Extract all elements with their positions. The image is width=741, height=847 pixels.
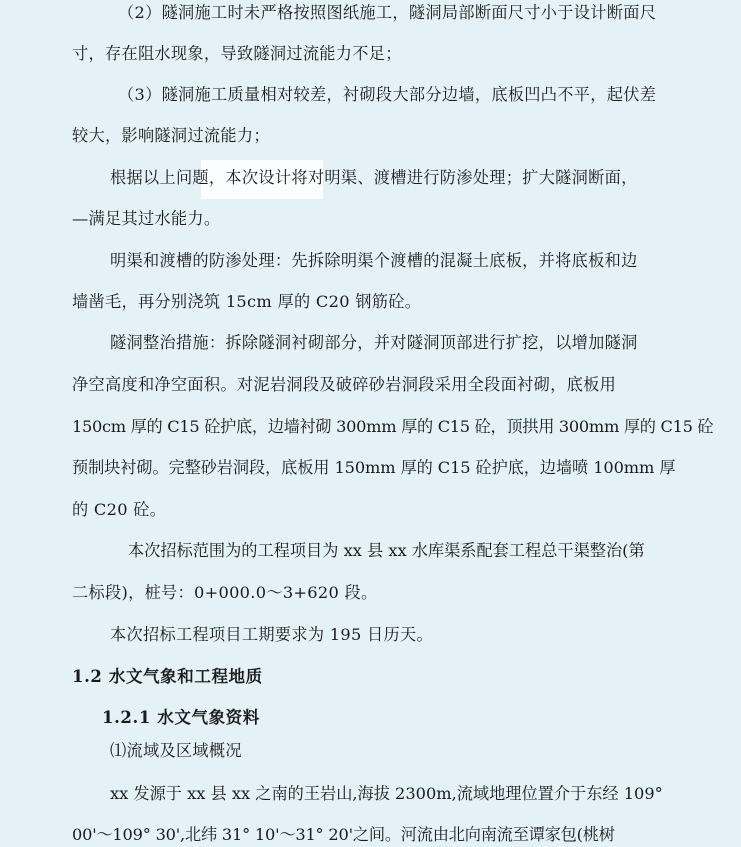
paragraph-line: 本次招标工程项目工期要求为 195 日历天。: [110, 625, 433, 644]
paragraph-line: —满足其过水能力。: [72, 209, 221, 228]
paragraph-line: 墙凿毛，再分别浇筑 15cm 厚的 C20 钢筋砼。: [72, 292, 422, 311]
paragraph-line: 明渠和渡槽的防渗处理：先拆除明渠个渡槽的混凝土底板，并将底板和边: [110, 251, 638, 270]
paragraph-line: 的 C20 砼。: [72, 500, 167, 519]
paragraph-line: 隧洞整治措施：拆除隧洞衬砌部分，并对隧洞顶部进行扩挖，以增加隧洞: [110, 333, 638, 352]
paragraph-line: 二标段)，桩号：0+000.0～3+620 段。: [72, 583, 378, 602]
paragraph-line: 00'～109° 30',北纬 31° 10'～31° 20'之间。河流由北向南流至谭家包(桃树: [72, 825, 615, 844]
paragraph-line: xx 发源于 xx 县 xx 之南的王岩山,海拔 2300m,流域地理位置介于东经 109°: [110, 784, 663, 803]
paragraph-line: 根据以上问题，本次设计将对明渠、渡槽进行防渗处理；扩大隧洞断面，: [110, 168, 638, 187]
paragraph-line: ⑴流域及区域概况: [110, 741, 242, 760]
paragraph-line: （3）隧洞施工质量相对较差，衬砌段大部分边墙，底板凹凸不平，起伏差: [118, 85, 657, 104]
paragraph-line: 寸，存在阻水现象，导致隧洞过流能力不足；: [72, 44, 402, 63]
subsection-heading: 1.2.1 水文气象资料: [102, 708, 260, 727]
section-heading: 1.2 水文气象和工程地质: [72, 667, 263, 686]
paragraph-line: 本次招标范围为的工程项目为 xx 县 xx 水库渠系配套工程总干渠整治(第: [128, 541, 645, 560]
paragraph-line: （2）隧洞施工时未严格按照图纸施工，隧洞局部断面尺寸小于设计断面尺: [118, 3, 657, 22]
paragraph-line: 较大，影响隧洞过流能力；: [72, 126, 270, 145]
paragraph-line: 预制块衬砌。完整砂岩洞段，底板用 150mm 厚的 C15 砼护底，边墙喷 100mm 厚: [72, 458, 676, 477]
paragraph-line: 净空高度和净空面积。对泥岩洞段及破碎砂岩洞段采用全段面衬砌，底板用: [72, 375, 617, 394]
paragraph-line: 150cm 厚的 C15 砼护底，边墙衬砌 300mm 厚的 C15 砼，顶拱用 300mm 厚的 C15 砼: [72, 417, 714, 436]
